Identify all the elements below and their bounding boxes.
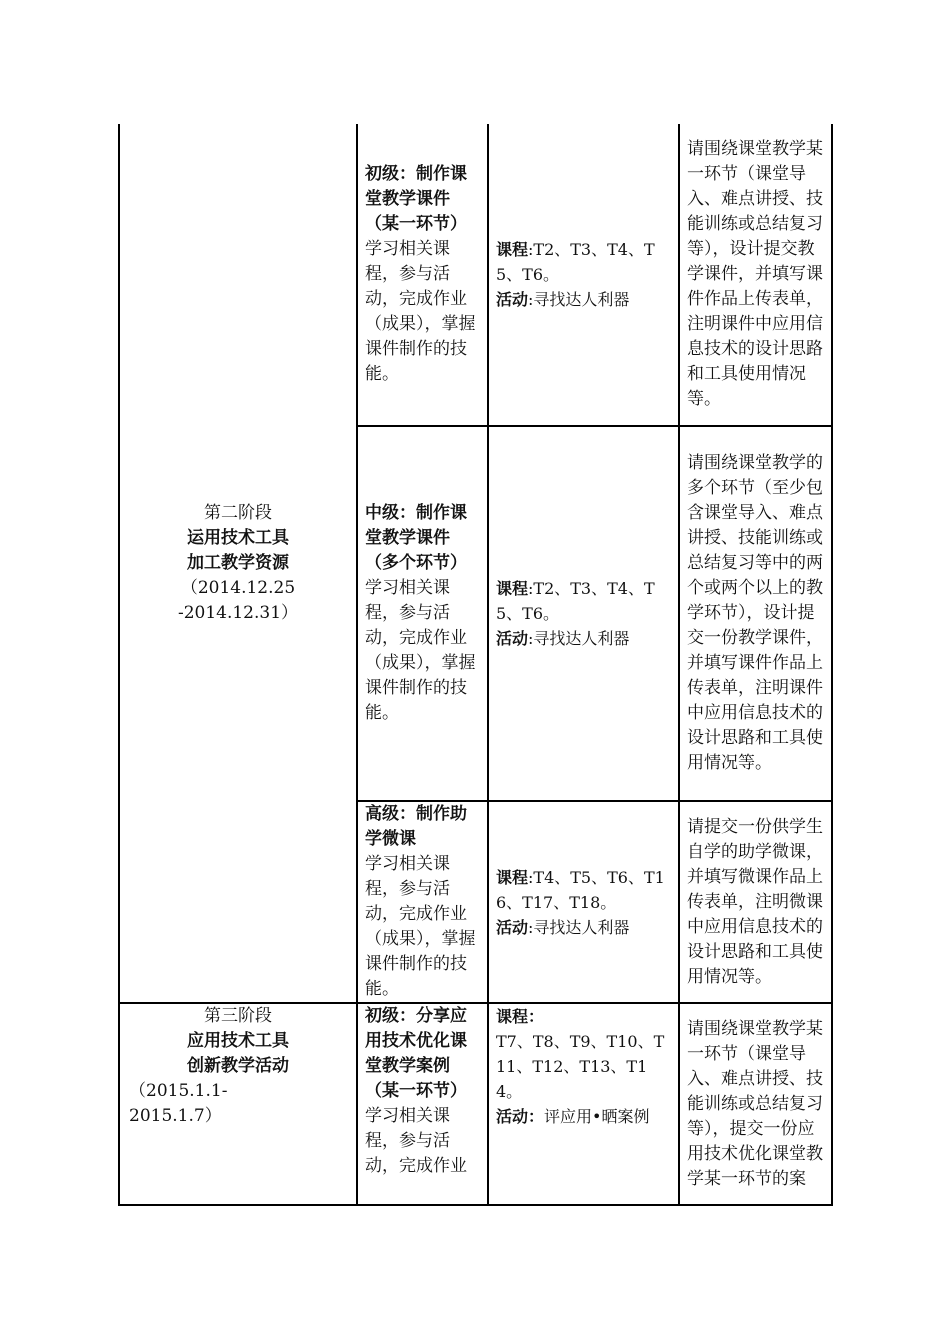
task-text: 请提交一份供学生自学的助学微课，并填写微课作品上传表单，注明微课中应用信息技术的设计思路和工具使用情况等。	[687, 816, 823, 987]
activity-key: 活动	[496, 290, 529, 309]
course-cell	[488, 1003, 679, 1205]
course-list: :T4、T5、T6、T16、T17、T18。	[496, 867, 665, 912]
stage-dates: （2015.1.1-	[129, 1081, 228, 1101]
level-cell	[357, 801, 488, 1003]
level-description: 学习相关课程，参与活动，完成作业（成果），掌握课件制作的技能。	[365, 578, 476, 723]
course-key: 课程	[496, 240, 529, 259]
activity-name: :寻找达人利器	[528, 629, 630, 648]
level-title: 中级：制作课堂教学课件（多个环节）	[365, 503, 467, 573]
stage-dates-end: 2015.1.7）	[129, 1106, 222, 1126]
level-description: 学习相关课程，参与活动，完成作业（成果），掌握课件制作的技能。	[365, 239, 476, 384]
level-title: 初级：制作课堂教学课件（某一环节）	[365, 164, 467, 234]
stage-subtitle: 创新教学活动	[187, 1056, 289, 1076]
course-cell	[488, 801, 679, 1003]
activity-name: :寻找达人利器	[528, 917, 630, 937]
activity-name: 评应用•晒案例	[544, 1107, 650, 1126]
task-text: 请围绕课堂教学某一环节（课堂导入、难点讲授、技能训练或总结复习等），提交一份应用技术优化课堂教学某一环节的案	[687, 1018, 823, 1189]
stage-dates: （2014.12.25	[180, 577, 296, 598]
activity-key: 活动：	[496, 1107, 545, 1126]
activity-key: 活动	[496, 917, 529, 937]
level-title: 初级：分享应用技术优化课堂教学案例（某一环节）	[365, 1006, 467, 1101]
task-cell	[679, 124, 832, 426]
stage-label: 第二阶段	[204, 502, 272, 523]
stage-cell	[119, 1003, 357, 1205]
activity-key: 活动	[496, 629, 529, 648]
stage-cell	[119, 124, 357, 1003]
task-cell	[679, 1003, 832, 1205]
level-cell	[357, 426, 488, 801]
activity-name: :寻找达人利器	[528, 290, 630, 309]
course-key: 课程：	[496, 1007, 545, 1026]
level-cell	[357, 124, 488, 426]
table-row	[119, 124, 832, 426]
course-key: 课程	[496, 867, 529, 887]
course-list: :T2、T3、T4、T5、T6。	[496, 240, 655, 284]
task-cell	[679, 801, 832, 1003]
level-title: 高级：制作助学微课	[365, 804, 467, 849]
task-cell	[679, 426, 832, 801]
task-text: 请围绕课堂教学某一环节（课堂导入、难点讲授、技能训练或总结复习等），设计提交教学课件，并填写课件作品上传表单，注明课件中应用信息技术的设计思路和工具使用情况等。	[687, 139, 823, 409]
course-cell	[488, 426, 679, 801]
task-text: 请围绕课堂教学的多个环节（至少包含课堂导入、难点讲授、技能训练或总结复习等中的两个或两个以上的教学环节），设计提交一份教学课件，并填写课件作品上传表单，注明课件中应用信息技术的设计思路和工具使用情况等。	[687, 453, 823, 773]
stage-subtitle: 加工教学资源	[187, 552, 289, 573]
course-cell	[488, 124, 679, 426]
course-key: 课程	[496, 579, 529, 598]
stage-label: 第三阶段	[204, 1006, 272, 1026]
level-cell	[357, 1003, 488, 1205]
course-list: :T2、T3、T4、T5、T6。	[496, 579, 655, 623]
course-list: T7、T8、T9、T10、T11、T12、T13、T14。	[496, 1032, 665, 1101]
stage-title: 运用技术工具	[187, 527, 289, 548]
training-plan-table	[118, 124, 833, 1206]
level-description: 学习相关课程，参与活动，完成作业（成果），掌握课件制作的技能。	[365, 854, 476, 999]
table-row	[119, 1003, 832, 1205]
level-description: 学习相关课程，参与活动，完成作业	[365, 1106, 467, 1176]
stage-title: 应用技术工具	[187, 1031, 289, 1051]
stage-dates-end: -2014.12.31）	[177, 602, 299, 623]
